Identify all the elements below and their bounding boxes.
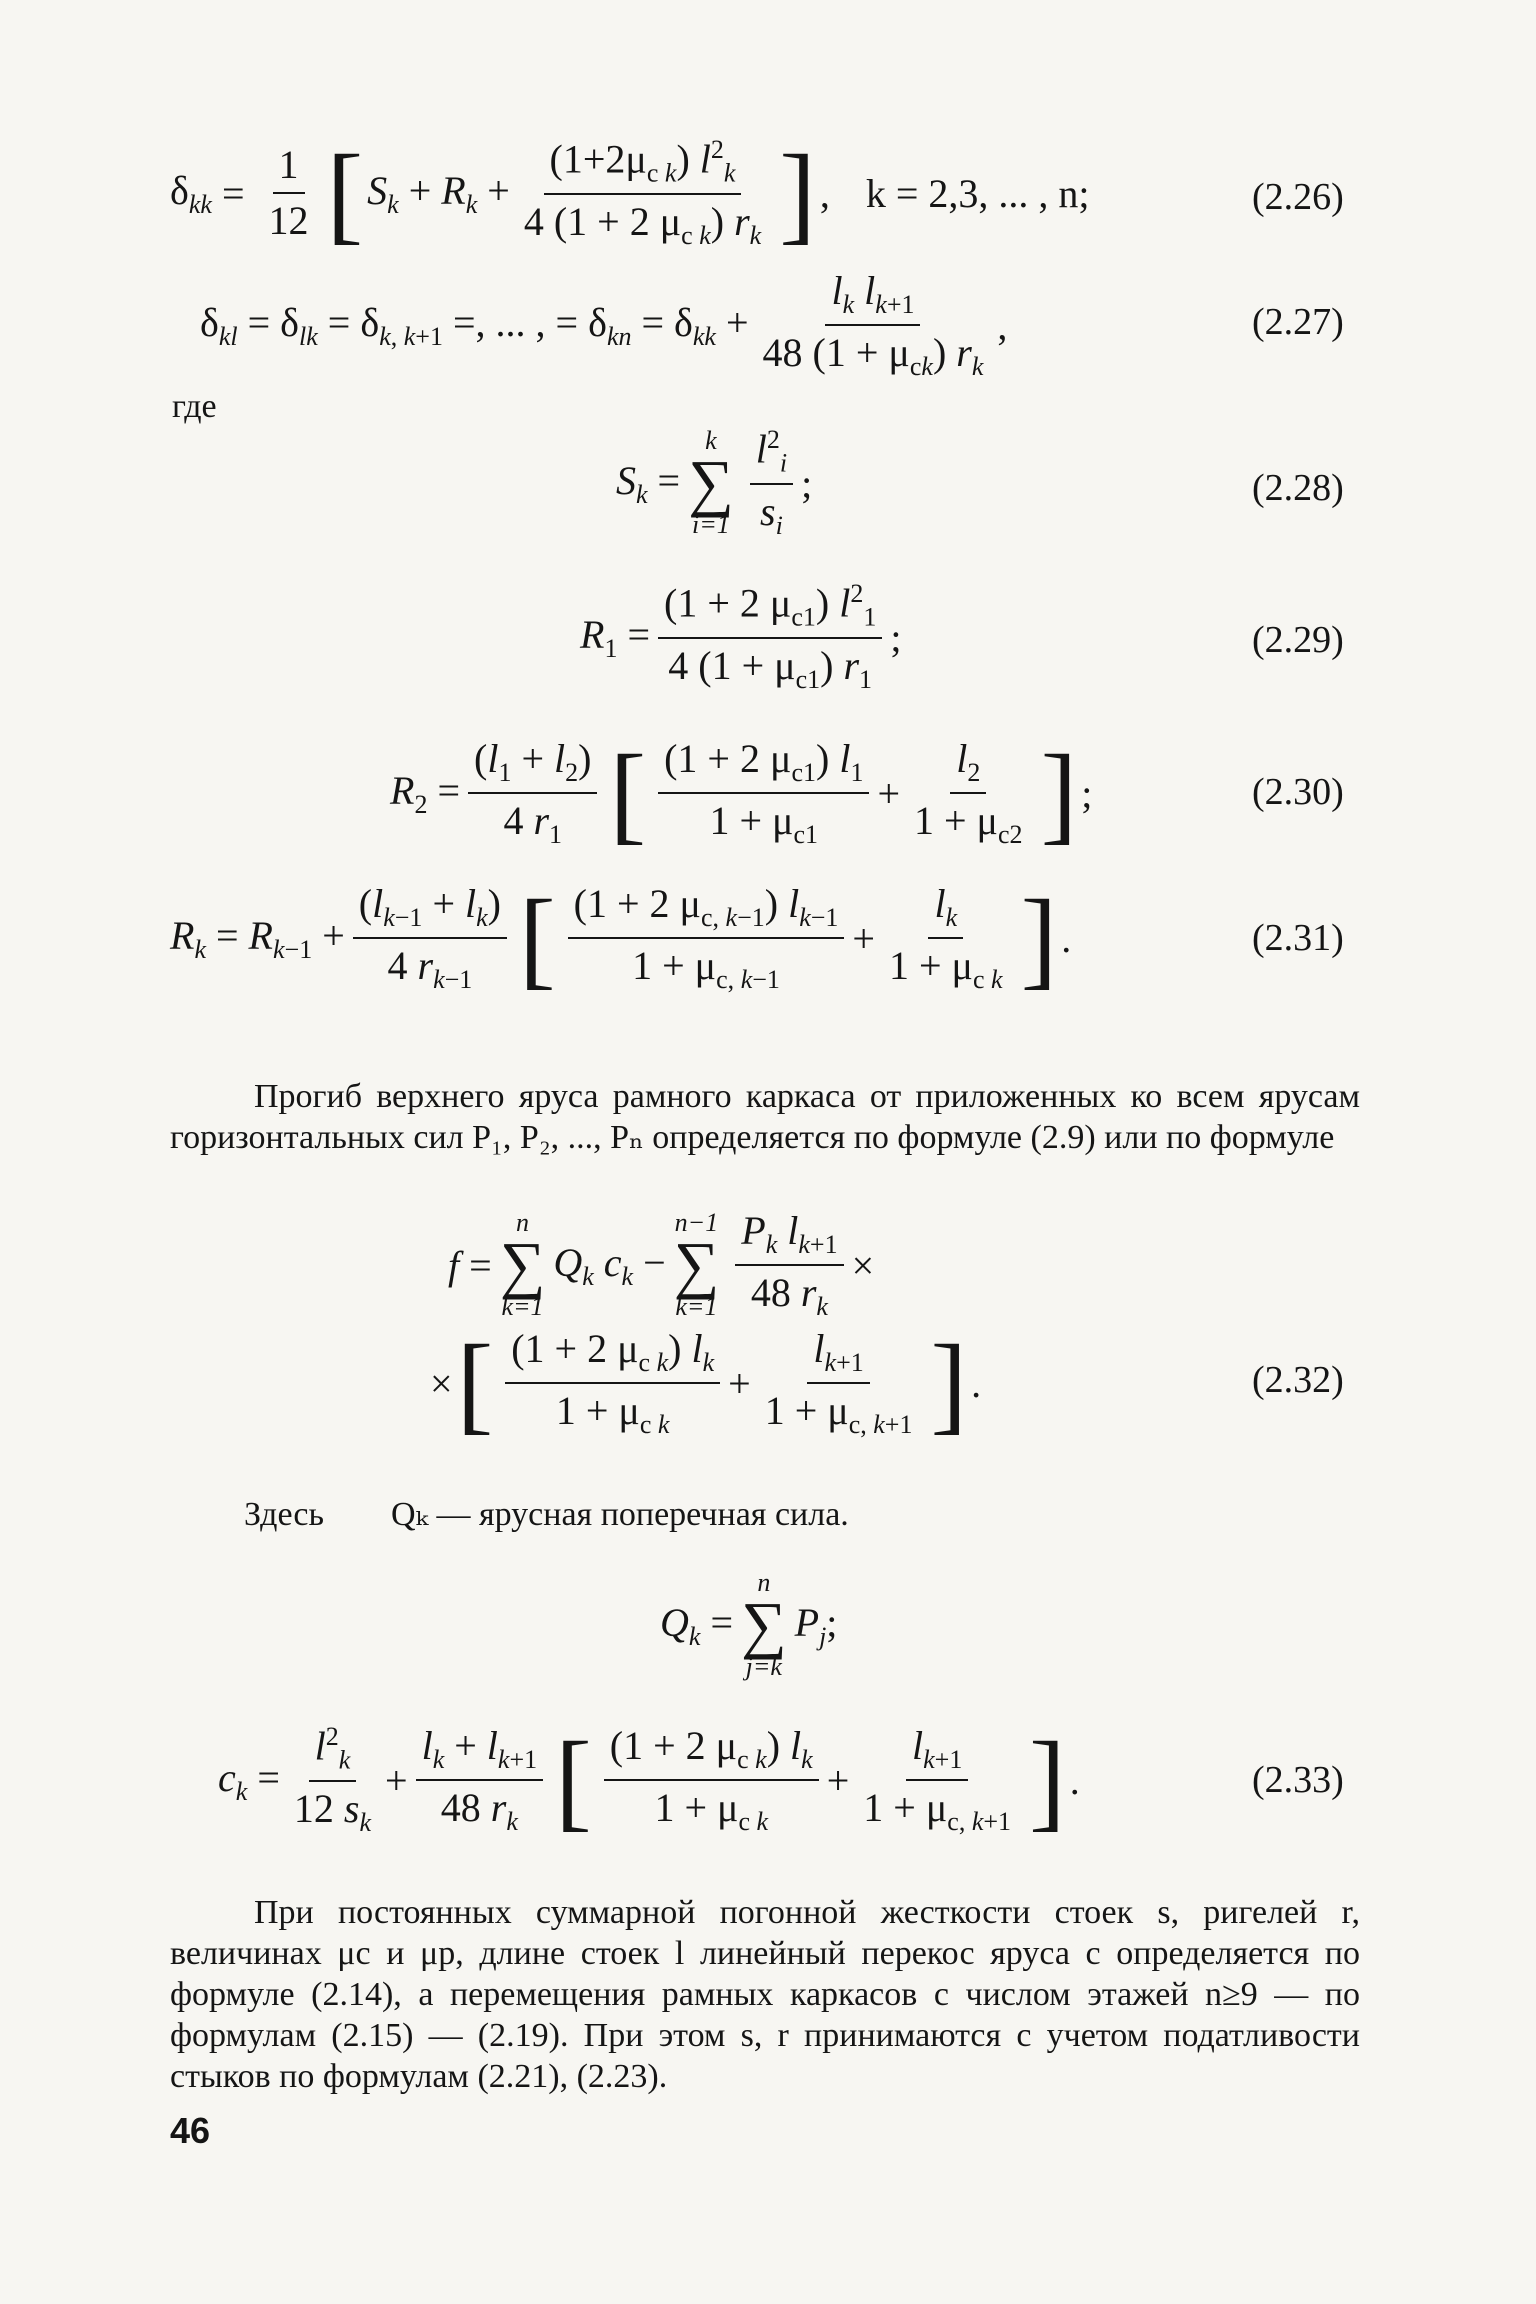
here-line xyxy=(244,1494,849,1534)
equation-number-2-26: (2.26) xyxy=(1252,176,1344,218)
equation-number-2-32: (2.32) xyxy=(1252,1359,1344,1401)
equation-2-27: $\delta_{kl} = \delta_{lk} = \delta_{k, k+1}$ =, ... , = $\delta_{kn} = \delta_{kk}$ + $\frac{l_k l_{k+1}}{48 (1 + \mu_{ck}) r_k}$ , xyxy=(200,268,1008,381)
equation-number-2-28: (2.28) xyxy=(1252,467,1344,509)
equation-2-26: $\delta_{kk}$ = $\frac{1}{12}$ [ $S_k + R_k$ + $\frac{(1+2\mu_{c k}) l^2_k}{4 (1 + 2 \mu_{c k}) r_k}$ ] , k = 2,3, ... , n; xyxy=(170,132,1090,254)
here-text: Qₖ — ярусная поперечная сила. xyxy=(391,1496,849,1533)
where-label: где xyxy=(172,388,217,425)
equation-2-28: $S_k$ = k ∑ i=1 $\frac{l^2_i}{s_i}$ ; xyxy=(616,425,813,540)
equation-2-32-line1: f = n ∑ k=1 $Q_k$ $c_k$ − n−1 ∑ k=1 $\frac{P_k l_{k+1}}{48 r_k}$ × xyxy=(448,1208,875,1321)
equation-2-29: $R_1$ = $\frac{(1 + 2 \mu_{c1}) l^2_1}{4 (1 + \mu_{c1}) r_1}$ ; xyxy=(580,579,902,694)
equation-2-32-line2: × [ $\frac{(1 + 2 \mu_{c k}) l_k}{1 + \mu_{c k}}$ + $\frac{l_{k+1}}{1 + \mu_{c, k+1}}$ ] . xyxy=(430,1322,982,1444)
equation-qk: $Q_k$ = n ∑ j=k $P_j$; xyxy=(660,1568,838,1681)
equation-2-30: $R_2$ = $\frac{(l_1 + l_2)}{4 r_1}$ [ $\frac{(1 + 2 \mu_{c1}) l_1}{1 + \mu_{c1}}$ + $\frac{l_2}{1 + \mu_{c2}}$ ] ; xyxy=(390,732,1093,854)
equation-number-2-27: (2.27) xyxy=(1252,301,1344,343)
equation-number-2-31: (2.31) xyxy=(1252,917,1344,959)
paragraph-constant-stiffness: При постоянных суммарной погонной жесткости стоек s, ригелей r, величинах μc и μp, длине стоек l линейный перекос яруса c определяется по формуле (2.14), а перемещения рамных каркасов с числом этажей n≥9 — по формулам (2.15) — (2.19). При этом s, r принимаются с учетом податливости стыков по формулам (2.21), (2.23). xyxy=(170,1894,1360,2095)
equation-number-2-30: (2.30) xyxy=(1252,771,1344,813)
equation-number-2-29: (2.29) xyxy=(1252,619,1344,661)
equation-2-31: $R_k = R_{k-1}$ + $\frac{(l_{k-1} + l_k)}{4 r_{k-1}}$ [ $\frac{(1 + 2 \mu_{c, k-1}) l_{k-1}}{1 + \mu_{c, k-1}}$ + $\frac{l_k}{1 + \mu_{c k}}$ ] . xyxy=(170,877,1072,999)
equation-number-2-33: (2.33) xyxy=(1252,1759,1344,1801)
page-number: 46 xyxy=(170,2110,211,2151)
equation-2-26-range: k = 2,3, ... , n; xyxy=(865,170,1090,216)
equation-2-33: $c_k$ = $\frac{l^2_k}{12 s_k}$ + $\frac{l_k + l_{k+1}}{48 r_k}$ [ $\frac{(1 + 2 \mu_{c k}) l_k}{1 + \mu_{c k}}$ + $\frac{l_{k+1}}{1 + \mu_{c, k+1}}$ ] . xyxy=(218,1719,1080,1841)
paragraph-deflection: Прогиб верхнего яруса рамного каркаса от приложенных ко всем ярусам горизонтальных сил P₁, P₂, ..., Pₙ определяется по формуле (2.9) или по формуле xyxy=(170,1078,1360,1156)
here-label: Здесь xyxy=(244,1496,325,1533)
